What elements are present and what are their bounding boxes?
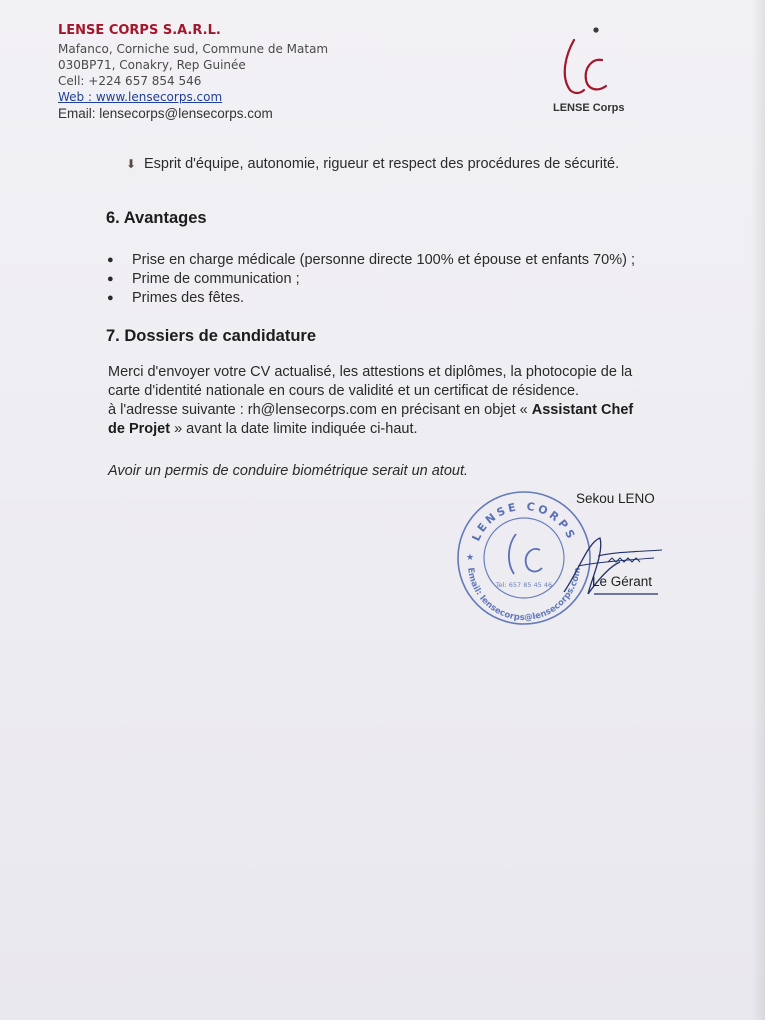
bullet-icon: ● [107, 254, 114, 266]
company-website-link[interactable]: Web : www.lensecorps.com [58, 90, 223, 104]
paragraph-text: à l'adresse suivante : rh@lensecorps.com en précisant en objet « [108, 402, 532, 418]
paragraph-line [108, 420, 664, 439]
page-edge-shadow [751, 0, 765, 1020]
section-heading-avantages: 6. Avantages [106, 209, 207, 227]
company-address-line2: 030BP71, Conakry, Rep Guinée [58, 58, 246, 72]
paragraph-text: » avant la date limite indiquée ci-haut. [170, 421, 418, 437]
stamp-tel: Tel: 657 85 45 46 [495, 581, 553, 589]
logo-caption: LENSE Corps [553, 102, 625, 114]
svg-text:★: ★ [466, 553, 475, 563]
paragraph-line [108, 401, 664, 420]
job-title-bold: de Projet [108, 421, 171, 437]
paragraph-line: carte d'identité nationale en cours de validité et un certificat de résidence. [108, 383, 580, 399]
company-name: LENSE CORPS S.A.R.L. [58, 23, 221, 38]
job-title-bold: Assistant Chef [531, 402, 634, 418]
company-cell: Cell: +224 657 854 546 [58, 74, 202, 88]
bullet-icon: ● [107, 292, 114, 304]
section-heading-dossiers: 7. Dossiers de candidature [106, 327, 316, 345]
list-item-text: Primes des fêtes. [132, 290, 245, 306]
arrow-bullet-icon: ⬇︎ [126, 157, 137, 171]
lc-logo-icon [548, 24, 634, 104]
paragraph-line: Merci d'envoyer votre CV actualisé, les attestions et diplômes, la photocopie de la [108, 364, 633, 380]
company-address-line1: Mafanco, Corniche sud, Commune de Matam [58, 42, 329, 56]
license-note: Avoir un permis de conduire biométrique serait un atout. [108, 463, 469, 479]
company-email: Email: lensecorps@lensecorps.com [58, 106, 273, 121]
list-item [104, 289, 635, 308]
list-item [104, 251, 635, 270]
signer-title: Le Gérant [592, 574, 653, 589]
handwritten-signature-icon [558, 532, 668, 602]
bullet-icon: ● [107, 273, 114, 285]
stamp-bottom-text: Email: lensecorps@lensecorps.com [465, 566, 584, 624]
signer-name: Sekou LENO [576, 491, 655, 506]
intro-bullet [126, 156, 619, 172]
company-logo [548, 24, 634, 122]
list-item [104, 270, 635, 289]
benefits-list [104, 251, 635, 308]
stamp-top-text: LENSE CORPS [469, 499, 579, 544]
company-header [58, 22, 328, 123]
list-item-text: Prime de communication ; [132, 271, 300, 287]
list-item-text: Prise en charge médicale (personne directe 100% et épouse et enfants 70%) ; [132, 252, 635, 268]
application-paragraph [108, 363, 664, 439]
intro-bullet-text: Esprit d'équipe, autonomie, rigueur et respect des procédures de sécurité. [144, 156, 620, 172]
